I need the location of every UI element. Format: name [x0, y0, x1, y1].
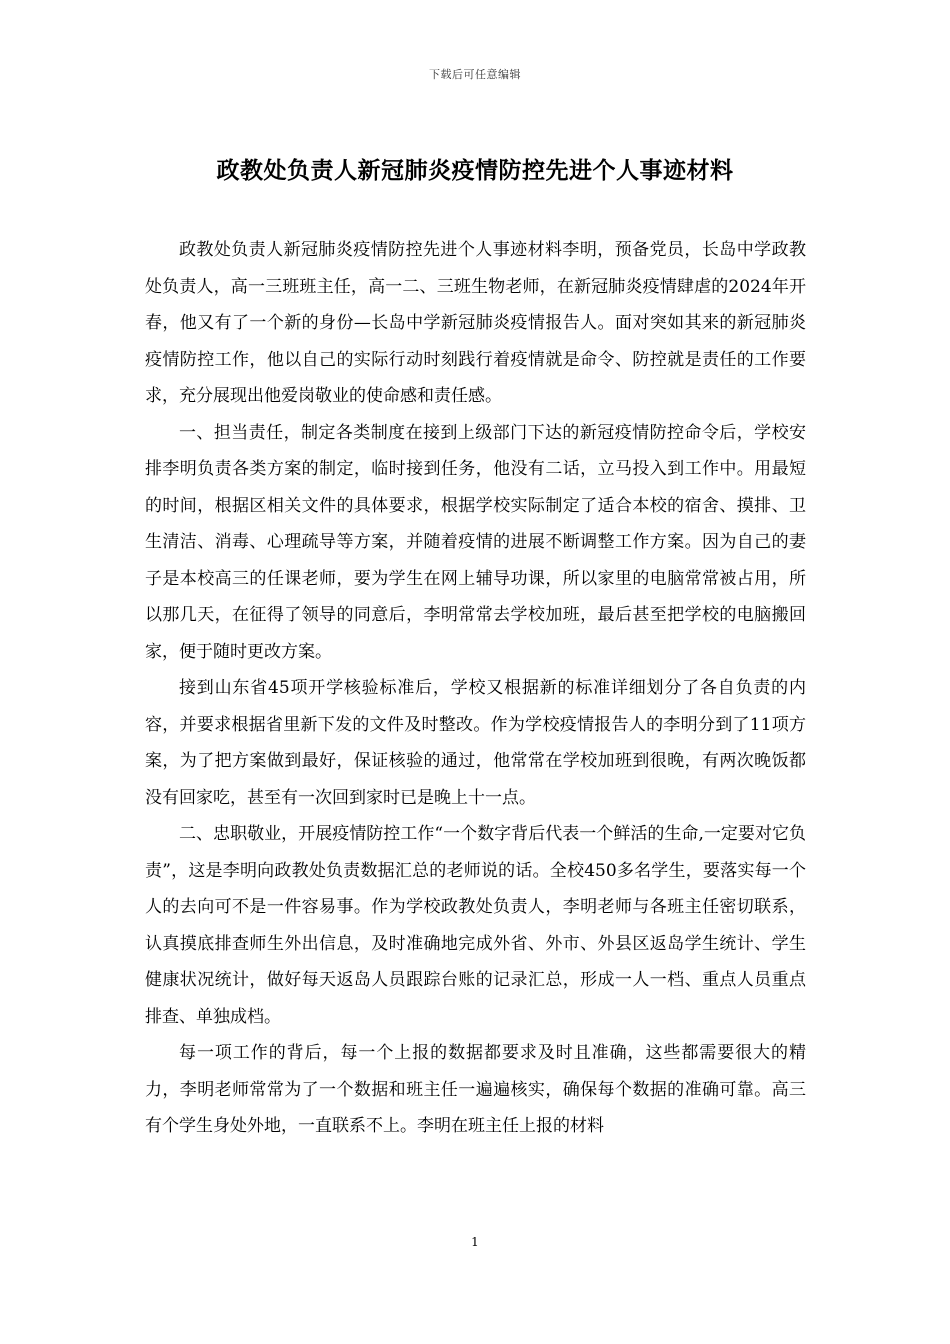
paragraph: 一、担当责任，制定各类制度在接到上级部门下达的新冠疫情防控命令后，学校安排李明负责各类方案的制定，临时接到任务，他没有二话，立马投入到工作中。用最短的时间，根据区相关文件的具体要求，根据学校实际制定了适合本校的宿舍、摸排、卫生清洁、消毒、心理疏导等方案，并随着疫情的进展不断调整工作方案。因为自己的妻子是本校高三的任课老师，要为学生在网上辅导功课，所以家里的电脑常常被占用，所以那几天，在征得了领导的同意后，李明常常去学校加班，最后甚至把学校的电脑搬回家，便于随时更改方案。 [145, 422, 806, 662]
paragraph: 接到山东省45项开学核验标准后，学校又根据新的标准详细划分了各自负责的内容，并要求根据省里新下发的文件及时整改。作为学校疫情报告人的李明分到了11项方案，为了把方案做到最好，保证核验的通过，他常常在学校加班到很晚，有两次晚饭都没有回家吃，甚至有一次回到家时已是晚上十一点。 [145, 678, 806, 808]
document-title: 政教处负责人新冠肺炎疫情防控先进个人事迹材料 [216, 157, 734, 184]
document-body [145, 232, 806, 1145]
paragraph: 二、忠职敬业，开展疫情防控工作“一个数字背后代表一个鲜活的生命,一定要对它负责”，这是李明向政教处负责数据汇总的老师说的话。全校450多名学生，要落实每一个人的去向可不是一件容易事。作为学校政教处负责人，李明老师与各班主任密切联系，认真摸底排查师生外出信息，及时准确地完成外省、外市、外县区返岛学生统计、学生健康状况统计，做好每天返岛人员跟踪台账的记录汇总，形成一人一档、重点人员重点排查、单独成档。 [145, 824, 806, 1027]
page-number: 1 [471, 1235, 479, 1249]
paragraph: 政教处负责人新冠肺炎疫情防控先进个人事迹材料李明，预备党员，长岛中学政教处负责人，高一三班班主任，高一二、三班生物老师，在新冠肺炎疫情肆虐的2024年开春，他又有了一个新的身份—长岛中学新冠肺炎疫情报告人。面对突如其来的新冠肺炎疫情防控工作，他以自己的实际行动时刻践行着疫情就是命令、防控就是责任的工作要求，充分展现出他爱岗敬业的使命感和责任感。 [145, 240, 806, 406]
paragraph: 每一项工作的背后，每一个上报的数据都要求及时且准确，这些都需要很大的精力，李明老师常常为了一个数据和班主任一遍遍核实，确保每个数据的准确可靠。高三有个学生身处外地，一直联系不上。李明在班主任上报的材料 [145, 1043, 806, 1136]
header-note: 下载后可任意编辑 [429, 68, 521, 81]
